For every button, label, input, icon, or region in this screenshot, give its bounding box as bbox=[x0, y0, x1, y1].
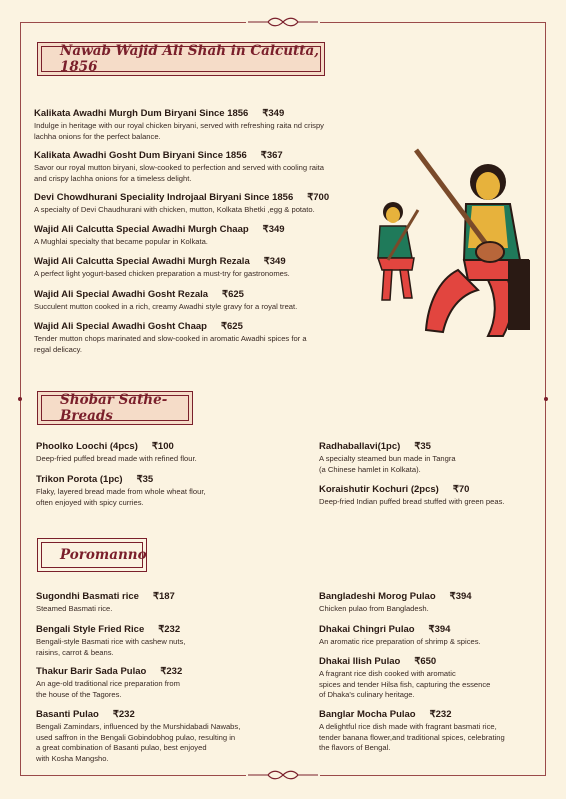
right-edge-dot bbox=[544, 397, 548, 401]
bottom-ornament bbox=[246, 770, 320, 780]
menu-item: Koraishutir Kochuri (2pcs) ₹70 Deep-fried Indian puffed bread stuffed with green peas. bbox=[319, 484, 505, 506]
section-title: Nawab Wajid Ali Shah in Calcutta, 1856 bbox=[60, 43, 319, 75]
menu-item: Dhakai Ilish Pulao ₹650 A fragrant rice dish cooked with aromatic spices and tender Hilsa fish, capturing the essence of Dhaka's culinary heritage. bbox=[319, 656, 491, 699]
left-edge-dot bbox=[18, 397, 22, 401]
menu-item: Radhaballavi(1pc) ₹35 A specialty steamed bun made in Tangra (a Chinese hamlet in Kolkata). bbox=[319, 441, 456, 474]
menu-item: Wajid Ali Calcutta Special Awadhi Murgh Chaap ₹349 A Mughlai specialty that became popular in Kolkata. bbox=[34, 224, 285, 246]
section-banner-nawab bbox=[37, 42, 325, 76]
menu-item: Dhakai Chingri Pulao ₹394 An aromatic rice preparation of shrimp & spices. bbox=[319, 624, 481, 646]
top-ornament bbox=[246, 17, 320, 27]
menu-item: Wajid Ali Special Awadhi Gosht Rezala ₹625 Succulent mutton cooked in a rich, creamy Awadhi style gravy for a royal treat. bbox=[34, 289, 298, 311]
menu-item: Kalikata Awadhi Murgh Dum Biryani Since 1856 ₹349 Indulge in heritage with our royal chicken biryani, served with refreshing raita nd crispy lachha onions for the perfect balance. bbox=[34, 108, 324, 141]
menu-item: Phoolko Loochi (4pcs) ₹100 Deep-fried puffed bread made with refined flour. bbox=[36, 441, 197, 463]
menu-item: Kalikata Awadhi Gosht Dum Biryani Since 1856 ₹367 Savor our royal mutton biryani, slow-cooked to perfection and served with cooling raita and crispy lachha onions for a timeless delight. bbox=[34, 150, 324, 183]
section-banner-breads bbox=[37, 391, 193, 425]
menu-item: Basanti Pulao ₹232 Bengali Zamindars, influenced by the Murshidabadi Nawabs, used saffron in the Bengali Gobindobhog pulao, resulting in a great combination of Basanti pulao, best enjoyed with Kosha Mangsho. bbox=[36, 709, 241, 763]
menu-item: Trikon Porota (1pc) ₹35 Flaky, layered bread made from whole wheat flour, often enjoyed with spicy curries. bbox=[36, 474, 206, 507]
musician-illustration bbox=[368, 140, 538, 340]
section-title: Shobar Sathe- Breads bbox=[60, 392, 168, 424]
menu-item: Banglar Mocha Pulao ₹232 A delightful rice dish made with fragrant basmati rice, tender banana flower,and traditional spices, celebrating the flavors of Bengal. bbox=[319, 709, 505, 752]
menu-item: Wajid Ali Special Awadhi Gosht Chaap ₹625 Tender mutton chops marinated and slow-cooked in aromatic Awadhi spices for a regal delicacy. bbox=[34, 321, 307, 354]
menu-item: Devi Chowdhurani Speciality Indrojaal Biryani Since 1856 ₹700 A specialty of Devi Chaudhurani with chicken, mutton, Kolkata Bhetki ,egg & potato. bbox=[34, 192, 330, 214]
menu-item: Sugondhi Basmati rice ₹187 Steamed Basmati rice. bbox=[36, 591, 175, 613]
menu-item: Bengali Style Fried Rice ₹232 Bengali-style Basmati rice with cashew nuts, raisins, carrot & beans. bbox=[36, 624, 186, 657]
section-banner-poromanno bbox=[37, 538, 147, 572]
menu-item: Wajid Ali Calcutta Special Awadhi Murgh Rezala ₹349 A perfect light yogurt-based chicken preparation a must-try for gastronomes. bbox=[34, 256, 290, 278]
menu-item: Thakur Barir Sada Pulao ₹232 An age-old traditional rice preparation from the house of the Tagores. bbox=[36, 666, 183, 699]
menu-item: Bangladeshi Morog Pulao ₹394 Chicken pulao from Bangladesh. bbox=[319, 591, 472, 613]
section-title: Poromanno bbox=[60, 547, 147, 563]
